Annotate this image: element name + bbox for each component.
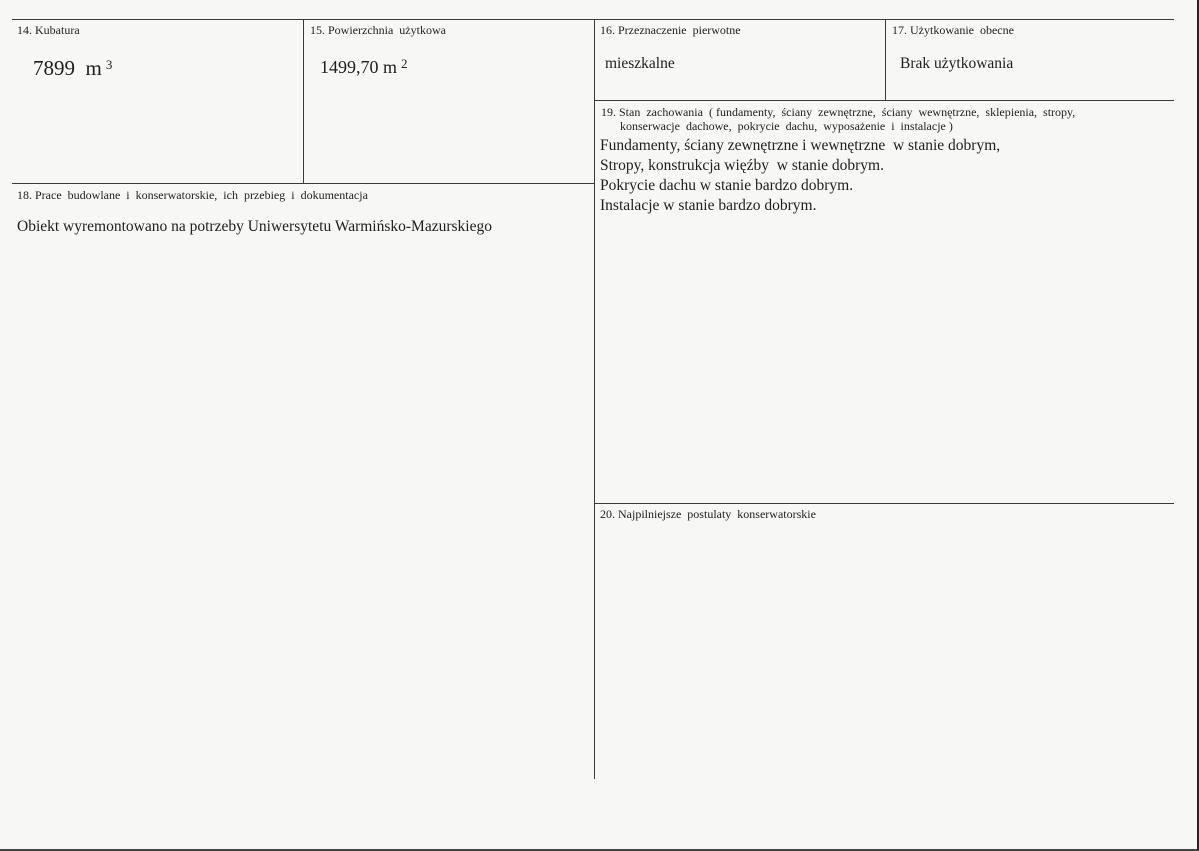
stan-zachowania-label-line1: 19. Stan zachowania ( fundamenty, ściany zewnętrzne, ściany wewnętrzne, sklepienia, stropy, bbox=[601, 105, 1076, 119]
rule-14-15-divider bbox=[303, 19, 304, 183]
prace-budowlane-value: Obiekt wyremontowano na potrzeby Uniwersytetu Warmińsko-Mazurskiego bbox=[17, 218, 492, 235]
powierzchnia-label: 15. Powierzchnia użytkowa bbox=[310, 23, 446, 37]
kubatura-label: 14. Kubatura bbox=[17, 23, 80, 37]
powierzchnia-exponent: 2 bbox=[401, 56, 408, 71]
kubatura-number: 7899 m bbox=[33, 56, 102, 80]
uzytkowanie-value: Brak użytkowania bbox=[900, 55, 1014, 72]
uzytkowanie-label: 17. Użytkowanie obecne bbox=[892, 23, 1014, 37]
przeznaczenie-label: 16. Przeznaczenie pierwotne bbox=[600, 23, 741, 37]
stan-zachowania-line: Pokrycie dachu w stanie bardzo dobrym. bbox=[600, 177, 854, 194]
kubatura-exponent: 3 bbox=[105, 57, 113, 72]
stan-zachowania-line: Fundamenty, ściany zewnętrzne i wewnętrzne w stanie dobrym, bbox=[600, 137, 1001, 154]
stan-zachowania-line: Instalacje w stanie bardzo dobrym. bbox=[600, 197, 817, 214]
rule-center-divider bbox=[594, 19, 595, 779]
powierzchnia-value bbox=[320, 56, 408, 78]
rule-19-top bbox=[594, 100, 1174, 101]
przeznaczenie-value: mieszkalne bbox=[605, 55, 675, 72]
stan-zachowania-line: Stropy, konstrukcja więźby w stanie dobrym. bbox=[600, 157, 884, 174]
powierzchnia-number: 1499,70 m bbox=[320, 57, 398, 77]
stan-zachowania-text bbox=[600, 136, 1000, 216]
postulaty-label: 20. Najpilniejsze postulaty konserwatorskie bbox=[600, 507, 816, 521]
kubatura-value bbox=[33, 55, 112, 81]
rule-18-top bbox=[12, 183, 594, 184]
prace-budowlane-label: 18. Prace budowlane i konserwatorskie, ich przebieg i dokumentacja bbox=[17, 188, 368, 202]
rule-16-17-divider bbox=[885, 19, 886, 100]
rule-20-top bbox=[594, 503, 1174, 504]
top-rule bbox=[12, 19, 1174, 20]
stan-zachowania-label-line2: konserwacje dachowe, pokrycie dachu, wyposażenie i instalacje ) bbox=[620, 119, 953, 133]
